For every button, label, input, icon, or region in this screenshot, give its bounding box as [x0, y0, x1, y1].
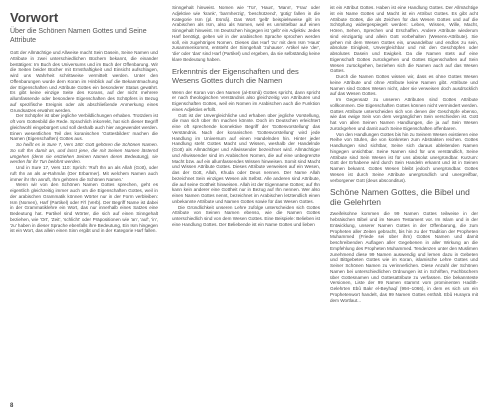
paragraph: Wenn wir von den Schönen Namen Gottes sprechen, geht es eigentlich gleichzeitig immer auch um die Eigenschaften Gottes, weil in der arabischen Grammatik können Wörter nur in der Form verbleiben: Ism (Nomen), Harf (Partikel) oder Fi'l (Verb). Der Begriff Name ist dabei in der Grammatiklehre ein Wort, das nur innerhalb eines Satzes eine Bedeutung hat. Partikel sind Wörter, die sich auf einen Sinngehalt beziehen, wie 'Ort', 'Zeit', 'schlicht' oder Präpositionen wie 'an', 'auf', 'in', 'zu' haben in dieser Sprache ebenfalls ihre Bedeutung, Ein Ism hingegen ist ein Wort, das allein einen Sinn ergibt und in der Kategorie Harf fallen.: [10, 182, 158, 234]
paragraph: Von den Handlungen Gottes bis hin zu Seinem Wesen existieren eine Reihe von Stufen, die von konkreten zum Abstrakten reichen. Gottes Handlungen sind sichtbar, Seine sich daraus ableitenden Namen hingegen unsichtbar. Seine Namen sind für uns verständlich, Seine Attribute sind Sein Wesen ist für uns absolut unergründbar. Kurzum: Gott der Erhabene wird durch Sein Handeln erkannt und ist in Seinen Namen bekannt. Gottes Wesen bleibt jedoch unergründbar. Gottes Wesen ist durch Seine Attribute unergründlich und unergreifbar, verborgener Gott (deus absconditus).: [330, 131, 478, 183]
paragraph: Der Schöpfer ist über jegliche Verbildlichungen erhaben. Trotzdem ist oft vom Gottesbild die Rede. Sprachlich inkorrekt, hat sich dieser Begriff gleichwohl eingebürgert und soll deshalb auch hier angewendet werden. Einen wesentlichen Teil des koranischen 'Gottesbildes' machen die Namen (Eigenschaften) Gottes aus.: [10, 113, 158, 142]
paragraph-quote: Und in Sure 17, Vers 110: Sprich: 'Ruft Ihn an als Allah (Gott), oder ruft Ihn an als ar-Rahmân (Der Erbarmer). Mit welchem Namen auch immer ihr Ihn anruft, Ihm gehören die Schönen Namen.': [10, 165, 158, 182]
section-heading-bible: Schöne Namen Gottes, die Bibel und die Gelehrten: [330, 187, 470, 208]
paragraph: Gott der Allmächtige und Allweise macht Sein Dasein, Seine Namen und Attribute in zwei unterschiedlichen Büchern bekannt, die einander bestätigen: Im Buch des Universums und im Buch der Offenbarung. Wir die Seiten beider Bücher mit Ernsthaftigkeit und Einsicht aufschlagen, wird uns Wahrheit schrittweise vermittelt werden. Unter den Offenbarungen wurde dem Koran im Hinblick auf die Bekanntmachung der Eigenschaften und Attribute Gottes ein besonderer Status gewährt. Es gibt keine einzige Seite des Korans, auf der nicht mehrere allumfassende oder besondere Eigenschaften des Schöpfers in Bezug auf spezifische Ereignis oder als abschließende Anmerkung eines Grundsatzes erwähnt werden.: [10, 50, 158, 113]
section-heading-foreword: Vorwort: [10, 10, 59, 25]
paragraph-quote: So heißt es in Sure 7, Vers 180: Gott gehören die Schönen Namen. So ruft Ihn damit an, und lasst jene, die mit Seinen Namen lästernd umgehen (denn sie entziehen Seinen Namen deren Bedeutung), sie werden für ihr Tun belohnt werden.: [10, 142, 158, 165]
paragraph: Durch die Namen Gottes wissen wir, dass es ohne Gottes Wesen keine Attribute und ohne Attribute keine Namen gibt. Attribute und Namen sind Gottes Wesen nicht, aber sie verweisen doch ausdrücklich auf das Wesen Gottes.: [330, 74, 478, 97]
left-column: [10, 0, 158, 234]
paragraph: Die Gründlichkeit unseren Lehre zufolge unterscheiden sich Gottes Attribute von Seinen Namen ebenso, wie die Namen Gottes unterschiedlich sind von dem Wesen Gottes. Eine Beispiele: Belieben ist eine Handlung Gottes. Der Beliebende ist ein Name Gottes und lieben: [172, 204, 320, 227]
section-subheading-knowledge: Erkenntnis der Eigenschaften und des Wesens Gottes durch die Namen: [172, 66, 299, 85]
middle-column: [172, 5, 320, 228]
paragraph: Zweifelsohne kommen die 99 Namen Gottes teilweise in der hebräischen Bibel und im Neuen Testament vor. Im Islam und in der Entwicklung, unserer Namen Gottes in der Offenbarung, die zum Propheten aller Zeiten gebracht, bis hin zu der Tradition der Propheten Muhammed (Friede sei über ihm) Gottes Namen und damit beschreibenden Auflagen aller Gegebenen in aller Wirkung an die Empfehlung des Propheten Muhammed. Tendenzen unter den Muslimen zunehmend diese 99 Namen auswendig und lernen dazu in Gebeten und Bittgebeten Gottes wie im Koran, islamische Lehre Gottes und Seiner Schönen Namen zu verinnerlichen. Diese Anzahl der Schönen Namen bei unterschiedlichen Ordnungen ist in Schriften, Fachbüchern über Gottesnamen und Gottesattribute zu verfassen. Die bekannteste Versionen, Liste der 99 Namen stammt vom prominenten Hadith-Gelehrten Ebû Bakr el-Beyhaqî (994–1066), in dem es sich um ein Prophetenwort handelt, das 99 Namen Gottes enthält. Ebû Hurayra mit dem Wortlaut...: [330, 211, 478, 303]
paragraph: Sinngehalt hinweist. Nomen wie 'Tür', 'Haus', 'Mann', 'Frau' oder Adjektive wie 'krank', 'barmherzig', 'beschützend', 'gütig' fallen in die Kategorie Ism (pl. Esmâ). Das Wort 'gelb' beispielsweise gilt im Arabischen als Ism, also als Nomen, weil es unmittelbar auf einen Sinngehalt hinweist. Im Deutschen hingegen ist 'gelb' ein Adjektiv. Jedes Harf benötigt, gelten wir in der arabischen Sprache sprochen werden soll, ein zugehöriges Nomen. Dieses das Harf 'zu' mit dem Ism 'Haus' zusammenkommt, entsteht der Sinngehalt 'zuhause'. Artikel wie 'der', 'die' oder 'das' sind Harf (Partikel) und ergeben, da sie selbständig keine klare Bedeutung haben.: [172, 5, 320, 62]
right-column: [330, 5, 478, 303]
paragraph: Gott ist der Unvergleichliche und erhaben über jegliche Vorstellung, die man sich über Ihn machen könnte. Doch im Deutschen erleichtert eine oft sprechende konnektive Begriff der 'Gottesvorstellung' das Verständnis. Nach der koranischen 'Gottesvorstellung' wird jede Handlung im Universum auf einen Handelnden hin. Hinter jeder Handlung steht Gottes Macht und Wissen, weshalb der Handelnde (Gott) als Allmächtiger und Allwissender bezeichnet wird. Allmächtiger und Allwissender sind im Arabischen Nomen, die auf eine unbegrenzte Macht bzw. auf ein allumfassendes Wissen hinweisen. Somit sind Macht und Wissen Attribute Gottes. Dieses Attribute verweisen auf ein Wesen, das der Gott, Allah, Khuda oder Deus nennen. Der Name Allah bezeichnet Sein einziges Wesen als Selbst. Alle anderen sind Attribute, die auf seine Gottheit hinweisen. Allah ist der Eigenname Gottes; auf Ihn kann kein anderer eine Gottheit nur in Bezug auf Ihn nennen. Wer also einen Namen Gottes nennt, bezeichnet im Arabischen letztendlich einen unbekannte Attribute und Namen Gottes sowie für das Wesen Gottes.: [172, 112, 320, 204]
paragraph: Wenn der Koran von den Namen (al-Esmâ) Gottes spricht, dann spricht er nach theologischen Verständnis also gleichzeitig von Attributen und Eigenschaften Gottes, weil ein Nomen im Arabischen auch die Funktion eines Adjektivs erfüllt.: [172, 89, 320, 112]
page-number: 8: [10, 403, 14, 409]
paragraph: ist ein Attribut Gottes. Haben ist eine Handlung Gottes. Der Allmächtige ist ein Name Gottes und Macht ist ein Attribut Gottes. Es gibt acht Attribute Gottes, die als Zeichen für das Wesen Gottes und auf die Schöpfung widergespiegelt werden: Leben, Wissen, Wille, Macht, Hören, Sehen, Sprechen und Erschaffen. Andere Attribute wiederum sind einzigartig und allein Gott vorbehalten (Wesens-Attribute). Sie gehen mit dem Wesen Gottes ein, unwandelbar und endlos zu sein, absolute Einigkeit, Unvergleichbar und mit den Geschöpfen oder absolutes Dasein und Ewigkeit. Da die Namen stets auf eine Eigenschaft Gottes zurückgehen und Gottes Eigenschaften auf Sein Wesen zurückgehen, beziehen sich die Namen auch auf das Wesen Gottes.: [330, 5, 478, 74]
paragraph: Im Gegensatz zu unseren Attributen sind Gottes Attribute vollkommen. Die Eigenschaften Gottes können nicht vermindert werden. Gottes Attribute unterscheiden sich von denen der Geschöpfe ebenso, wie das ewige Sein von dem vergänglichen Sein verschieden ist. Gott hat von allen Seinen Namen Handlungen, die ja auf Sein Wesen zurückgehen und damit auch Seine Eigenschaften offenbaren.: [330, 97, 478, 131]
section-subheading-names: Über die Schönen Namen Gottes und Seine Attribute: [10, 28, 147, 44]
